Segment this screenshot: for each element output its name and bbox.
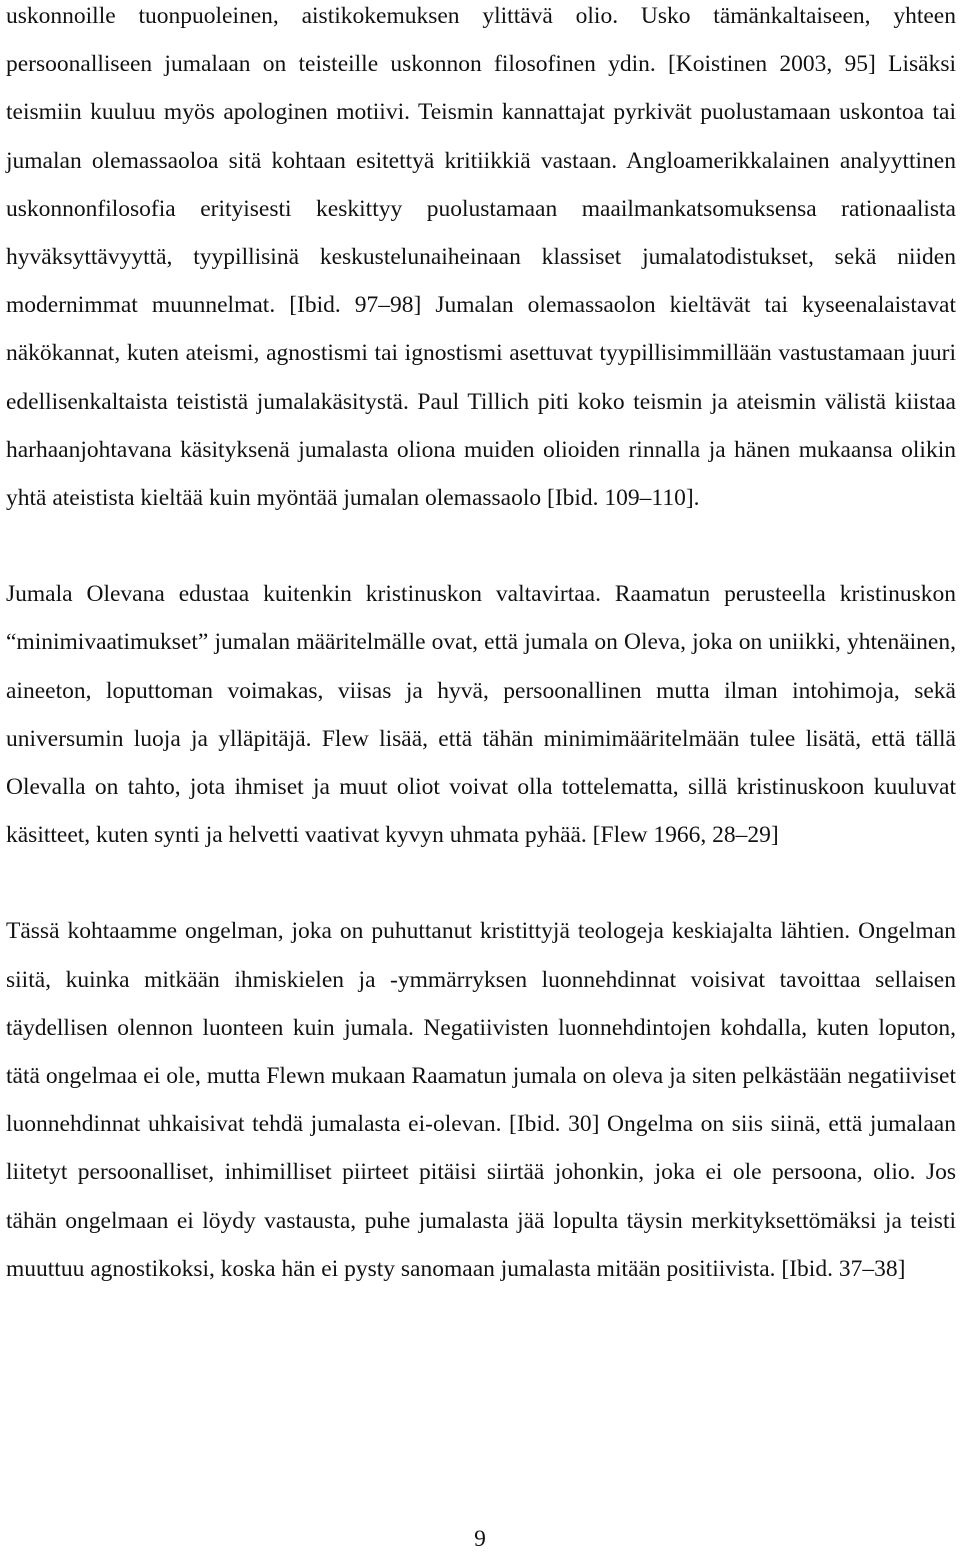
paragraph-3: Tässä kohtaamme ongelman, joka on puhuttanut kristittyjä teologeja keskiajalta lähtien. Ongelman siitä, kuinka mitkään ihmiskielen ja -ymmärryksen luonnehdinnat voisivat tavoittaa sellaisen täydellisen olennon luonteen kuin jumala. Negatiivisten luonnehdintojen kohdalla, kuten loputon, tätä ongelmaa ei ole, mutta Flewn mukaan Raamatun jumala on oleva ja siten pelkästään negatiiviset luonnehdinnat uhkaisivat tehdä jumalasta ei-olevan. [Ibid. 30] Ongelma on siis siinä, että jumalaan liitetyt persoonalliset, inhimilliset piirteet pitäisi siirtää johonkin, joka ei ole persoona, olio. Jos tähän ongelmaan ei löydy vastausta, puhe jumalasta jää lopulta täysin merkityksettömäksi ja teisti muuttuu agnostikoksi, koska hän ei pysty sanomaan jumalasta mitään positiivista. [Ibid. 37–38]	[6, 918, 956, 1282]
document-page	[6, 0, 956, 1293]
page-number: 9	[474, 1526, 486, 1552]
paragraph-2: Jumala Olevana edustaa kuitenkin kristinuskon valtavirtaa. Raamatun perusteella kristinuskon “minimivaatimukset” jumalan määritelmälle ovat, että jumala on Oleva, joka on uniikki, yhtenäinen, aineeton, loputtoman voimakas, viisas ja hyvä, persoonallinen mutta ilman intohimoja, sekä universumin luoja ja ylläpitäjä. Flew lisää, että tähän minimimääritelmään tulee lisätä, että tällä Olevalla on tahto, jota ihmiset ja muut oliot voivat olla tottelematta, sillä kristinuskoon kuuluvat käsitteet, kuten synti ja helvetti vaativat kyvyn uhmata pyhää. [Flew 1966, 28–29]	[6, 581, 956, 849]
paragraph-1: uskonnoille tuonpuoleinen, aistikokemuksen ylittävä olio. Usko tämänkaltaiseen, yhteen persoonalliseen jumalaan on teisteille uskonnon filosofinen ydin. [Koistinen 2003, 95] Lisäksi teismiin kuuluu myös apologinen motiivi. Teismin kannattajat pyrkivät puolustamaan uskontoa tai jumalan olemassaoloa sitä kohtaan esitettyä kritiikkiä vastaan. Angloamerikkalainen analyyttinen uskonnonfilosofia erityisesti keskittyy puolustamaan maailmankatsomuksensa rationaalista hyväksyttävyyttä, tyypillisinä keskustelunaiheinaan klassiset jumalatodistukset, sekä niiden modernimmat muunnelmat. [Ibid. 97–98] Jumalan olemassaolon kieltävät tai kyseenalaistavat näkökannat, kuten ateismi, agnostismi tai ignostismi asettuvat tyypillisimmillään vastustamaan juuri edellisenkaltaista teististä jumalakäsitystä. Paul Tillich piti koko teismin ja ateismin välistä kiistaa harhaanjohtavana käsityksenä jumalasta oliona muiden olioiden rinnalla ja hänen mukaansa olikin yhtä ateistista kieltää kuin myöntää jumalan olemassaolo [Ibid. 109–110].	[6, 3, 956, 512]
